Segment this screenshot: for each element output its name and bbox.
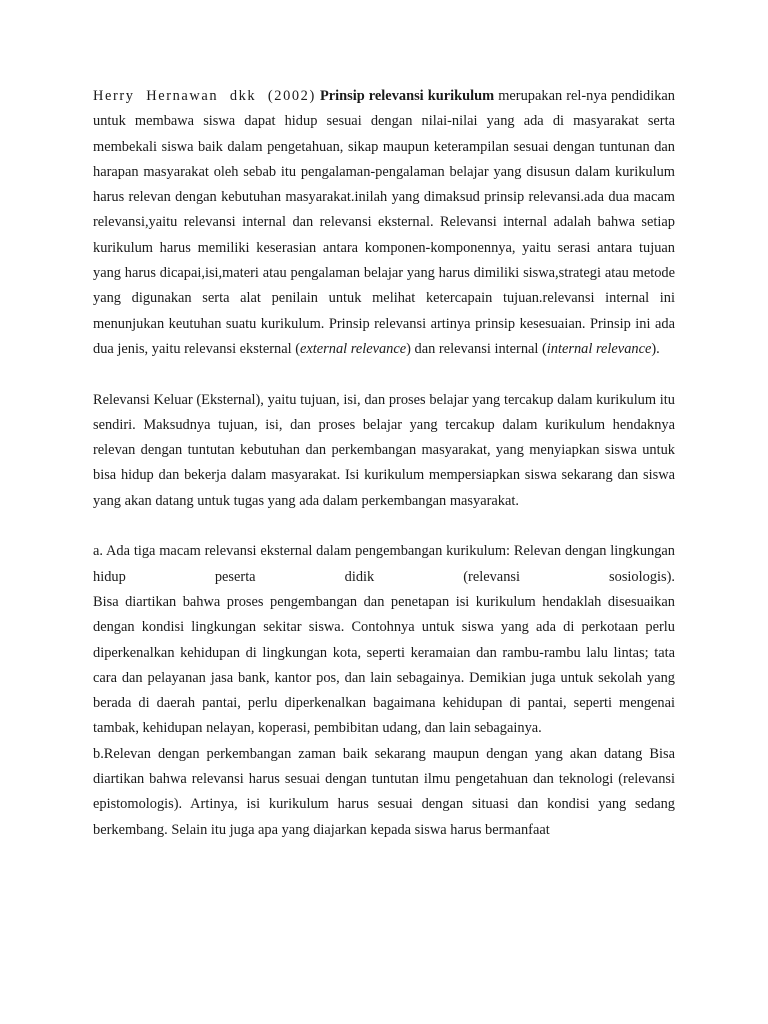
list-item-a-body: Bisa diartikan bahwa proses pengembangan dan penetapan isi kurikulum hendaklah disesuaikan dengan kondisi lingkungan sekitar siswa. Contohnya untuk siswa yang ada di perkotaan perlu diperkenalkan kehidupan di lingkungan kota, seperti keramaian dan rambu-rambu lalu lintas; tata cara dan pelayanan jasa bank, kantor pos, dan lain sebagainya. Demikian juga untuk sekolah yang berada di daerah pantai, perlu diperkenalkan bagaimana kehidupan di pantai, seperti mengenai tambak, kehidupan nelayan, koperasi, pembibitan udang, dan lain sebagainya. bbox=[93, 593, 675, 737]
author-citation: Herry Hernawan dkk (2002) bbox=[93, 88, 316, 104]
paragraph-text: ). bbox=[651, 340, 660, 357]
italic-term-external-relevance: external relevance bbox=[300, 340, 407, 357]
paragraph-text: ) dan relevansi internal ( bbox=[406, 340, 547, 357]
document-page bbox=[93, 84, 675, 843]
list-item-a-heading: a. Ada tiga macam relevansi eksternal dalam pengembangan kurikulum: Relevan dengan lingkungan hidup peserta didik (relevansi sosiologis). bbox=[93, 543, 675, 585]
list-item-a bbox=[93, 539, 675, 741]
bold-term-prinsip-relevansi: Prinsip relevansi kurikulum bbox=[319, 88, 495, 104]
italic-term-internal-relevance: internal relevance bbox=[546, 340, 652, 357]
paragraph-relevansi-eksternal: Relevansi Keluar (Eksternal), yaitu tujuan, isi, dan proses belajar yang tercakup dalam kurikulum itu sendiri. Maksudnya tujuan, isi, dan proses belajar yang tercakup dalam kurikulum hendaknya relevan dengan tuntutan kebutuhan dan perkembangan masyarakat, yang menyiapkan siswa untuk bisa hidup dan bekerja dalam masyarakat. Isi kurikulum mempersiapkan siswa sekarang dan siswa yang akan datang untuk tugas yang ada dalam perkembangan masyarakat. bbox=[93, 391, 675, 509]
list-item-b: b.Relevan dengan perkembangan zaman baik sekarang maupun dengan yang akan datang Bisa diartikan bahwa relevansi harus sesuai dengan tuntutan ilmu pengetahuan dan teknologi (relevansi epistomologis). Artinya, isi kurikulum harus sesuai dengan situasi dan kondisi yang sedang berkembang. Selain itu juga apa yang diajarkan kepada siswa harus bermanfaat bbox=[93, 745, 675, 838]
paragraph-prinsip-relevansi bbox=[93, 84, 675, 362]
paragraph-spacer bbox=[93, 362, 675, 387]
paragraph-text: merupakan rel-nya pendidikan untuk membawa siswa dapat hidup sesuai dengan nilai-nilai yang ada di masyarakat serta membekali siswa baik dalam pengetahuan, sikap maupun keterampilan sesuai dengan tuntunan dan harapan masyarakat oleh sebab itu pengalaman-pengalaman belajar yang disusun dalam kurikulum harus relevan dengan kebutuhan masyarakat.inilah yang dimaksud prinsip relevansi.ada dua macam relevansi,yaitu relevansi internal dan relevansi eksternal. Relevansi internal adalah bahwa setiap kurikulum harus memiliki keserasian antara komponen-komponennya, yaitu serasi antara tujuan yang harus dicapai,isi,materi atau pengalaman belajar yang harus dimiliki siswa,strategi atau metode yang digunakan serta alat penilain untuk melihat ketercapain tujuan.relevansi internal ini menunjukan keutuhan suatu kurikulum. Prinsip relevansi artinya prinsip kesesuaian. Prinsip ini ada dua jenis, yaitu relevansi eksternal ( bbox=[93, 88, 675, 357]
paragraph-spacer bbox=[93, 514, 675, 539]
